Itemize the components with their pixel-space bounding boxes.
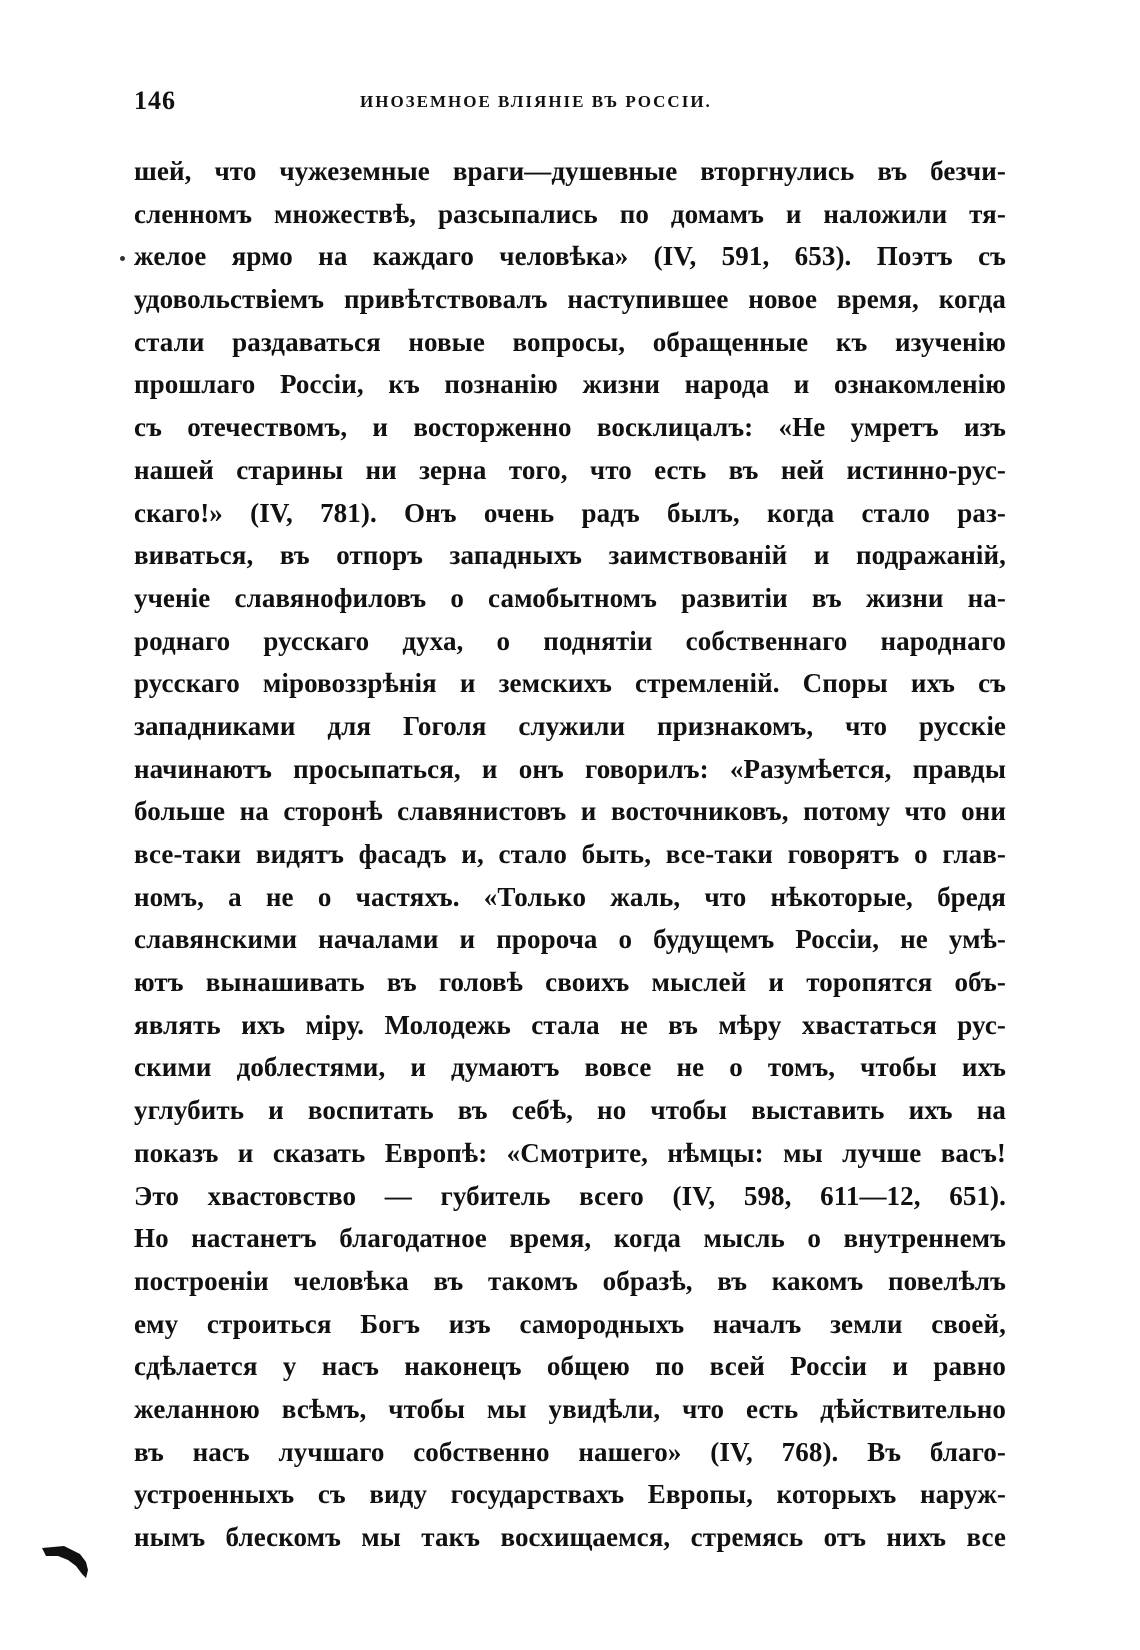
text-line: нашей старины ни зерна того, что есть въ ней истинно-рус- [134, 454, 1006, 485]
text-line: съ отечествомъ, и восторженно восклицалъ: «Не умретъ изъ [134, 412, 1006, 443]
text-line: ютъ вынашивать въ головѣ своихъ мыслей и торопятся объ- [134, 967, 1006, 998]
text-line: желое ярмо на каждаго человѣка» (IV, 591, 653). Поэтъ съ [134, 241, 1006, 272]
running-title: ИНОЗЕМНОЕ ВЛІЯНІЕ ВЪ РОССІИ. [360, 92, 712, 111]
text-line: сдѣлается у насъ наконецъ общею по всей Россіи и равно [134, 1351, 1006, 1382]
text-line: роднаго русскаго духа, о поднятіи собственнаго народнаго [134, 625, 1006, 656]
running-head [134, 86, 1006, 126]
text-line: все-таки видятъ фасадъ и, стало быть, все-таки говорятъ о глав- [134, 839, 1006, 869]
text-line: шей, что чужеземные враги—душевные вторгнулись въ безчи- [134, 156, 1006, 186]
text-line: больше на сторонѣ славянистовъ и восточниковъ, потому что они [134, 796, 1006, 827]
text-line: Но настанетъ благодатное время, когда мысль о внутреннемъ [134, 1223, 1006, 1254]
page-number: 146 [134, 86, 176, 115]
text-line: виваться, въ отпоръ западныхъ заимствованій и подражаній, [134, 540, 1006, 571]
text-line: ученіе славянофиловъ о самобытномъ развитіи въ жизни на- [134, 582, 1006, 613]
text-line: прошлаго Россіи, къ познанію жизни народа и ознакомленію [134, 369, 1006, 400]
text-line: номъ, а не о частяхъ. «Только жаль, что нѣкоторые, бредя [134, 881, 1006, 912]
text-line: въ насъ лучшаго собственно нашего» (IV, 768). Въ благо- [134, 1436, 1006, 1467]
text-line: устроенныхъ съ виду государствахъ Европы, которыхъ наруж- [134, 1479, 1006, 1510]
text-line: русскаго міровоззрѣнія и земскихъ стремленій. Споры ихъ съ [134, 668, 1006, 699]
text-line: скими доблестями, и думаютъ вовсе не о томъ, чтобы ихъ [134, 1052, 1006, 1083]
text-line: западниками для Гоголя служили признакомъ, что русскіе [134, 710, 1006, 741]
text-line: Это хвастовство — губитель всего (IV, 598, 611—12, 651). [134, 1180, 1006, 1211]
text-line: удовольствіемъ привѣтствовалъ наступившее новое время, когда [134, 284, 1006, 315]
body-text [134, 150, 1006, 1559]
text-line: стали раздаваться новые вопросы, обращенные къ изученію [134, 326, 1006, 357]
margin-dot-mark [120, 256, 125, 261]
text-line: углубить и воспитать въ себѣ, но чтобы выставить ихъ на [134, 1095, 1006, 1126]
text-line: скаго!» (IV, 781). Онъ очень радъ былъ, когда стало раз- [134, 497, 1006, 528]
text-line: желанною всѣмъ, чтобы мы увидѣли, что есть дѣйствительно [134, 1393, 1006, 1424]
scan-artifact-mark [42, 1540, 94, 1582]
text-line: являть ихъ міру. Молодежь стала не въ мѣру хвастаться рус- [134, 1009, 1006, 1040]
text-line: нымъ блескомъ мы такъ восхищаемся, стремясь отъ нихъ все [134, 1522, 1006, 1552]
text-line: ему строиться Богъ изъ самородныхъ началъ земли своей, [134, 1308, 1006, 1339]
text-line: сленномъ множествѣ, разсыпались по домамъ и наложили тя- [134, 198, 1006, 229]
text-line: славянскими началами и пророча о будущемъ Россіи, не умѣ- [134, 924, 1006, 955]
text-line: построеніи человѣка въ такомъ образѣ, въ какомъ повелѣлъ [134, 1265, 1006, 1296]
text-line: начинаютъ просыпаться, и онъ говорилъ: «Разумѣется, правды [134, 753, 1006, 784]
text-line: показъ и сказать Европѣ: «Смотрите, нѣмцы: мы лучше васъ! [134, 1137, 1006, 1168]
